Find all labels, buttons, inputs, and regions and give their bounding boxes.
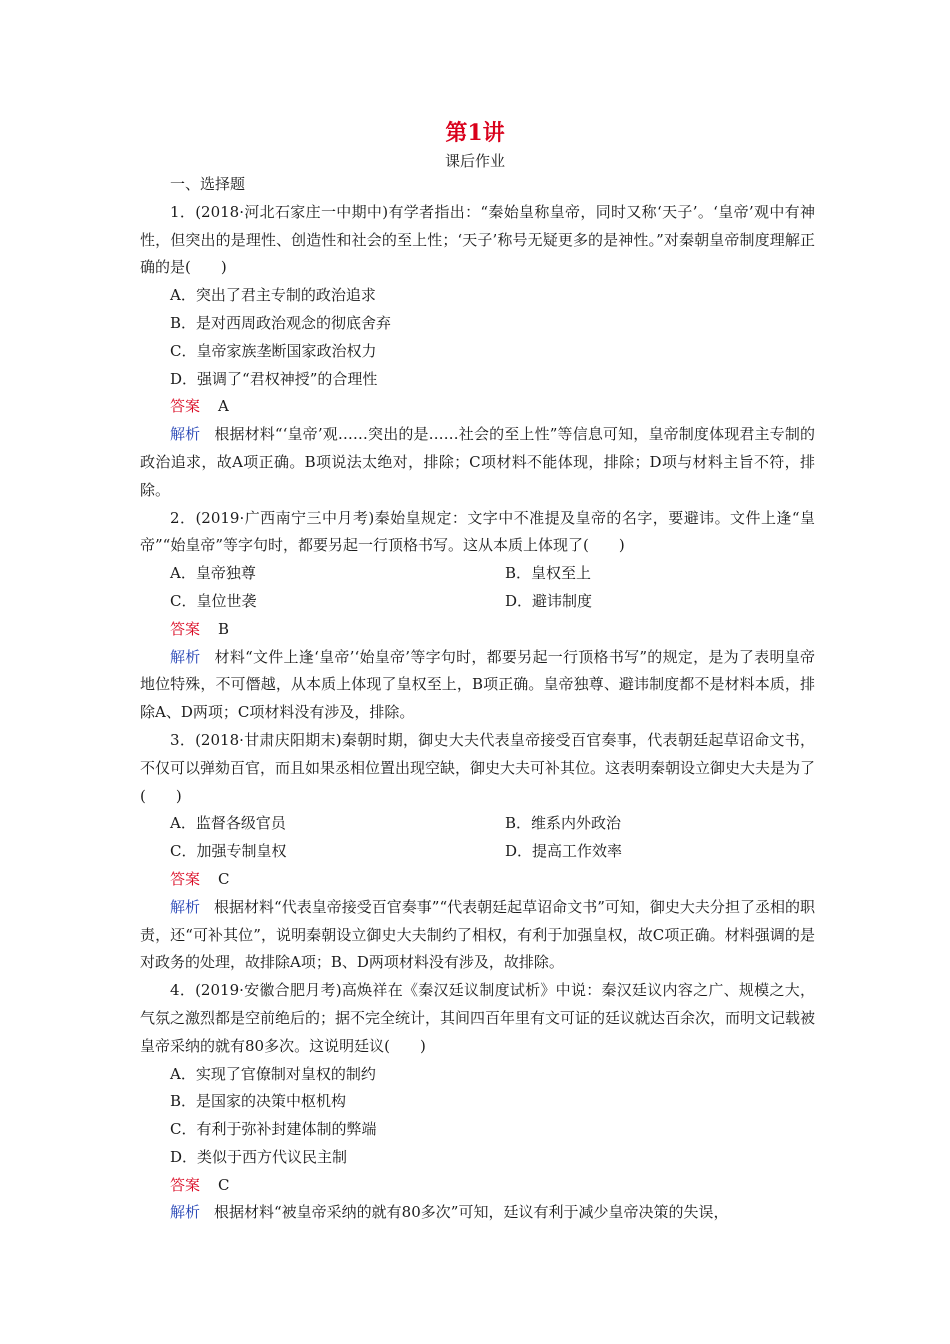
lesson-subtitle: 课后作业 (444, 152, 505, 170)
answer-label: 答案 (170, 869, 201, 888)
explanation-label: 解析 (170, 897, 201, 916)
answer-value: A (218, 397, 229, 416)
explanation (140, 1199, 815, 1227)
answer-line (140, 616, 815, 644)
option: B．皇权至上 (505, 564, 592, 583)
answer-line (140, 866, 815, 894)
option: A．监督各级官员 (170, 814, 286, 833)
answer-line (140, 1172, 815, 1200)
answer-label: 答案 (170, 397, 201, 416)
option: C．有利于弥补封建体制的弊端 (170, 1120, 377, 1139)
option: B．是国家的决策中枢机构 (170, 1092, 347, 1111)
explanation-text: 材料“文件上逢‘皇帝’‘始皇帝’等字句时，都要另起一行顶格书写”的规定，是为了表明皇帝地位特殊，不可僭越，从本质上体现了皇权至上，B项正确。皇帝独尊、避讳制度都不是材料本质，排除A、D两项；C项材料没有涉及，排除。 (140, 647, 815, 722)
option: C．加强专制皇权 (170, 842, 287, 861)
answer-label: 答案 (170, 1175, 201, 1194)
answer-value: B (218, 619, 230, 638)
question-stem: 4．(2019·安徽合肥月考)高焕祥在《秦汉廷议制度试析》中说：秦汉廷议内容之广、规模之大，气氛之激烈都是空前绝后的；据不完全统计，其间四百年里有文可证的廷议就达百余次，而明文记载被皇帝采纳的就有80多次。这说明廷议( ) (140, 981, 816, 1055)
answer-line (140, 393, 815, 421)
explanation (140, 644, 815, 727)
option: A．突出了君主专制的政治追求 (170, 286, 376, 305)
option: C．皇帝家族垄断国家政治权力 (170, 341, 377, 360)
option-row (140, 838, 815, 866)
explanation-text: 根据材料“代表皇帝接受百官奏事”“代表朝廷起草诏命文书”可知，御史大夫分担了丞相的职责，还“可补其位”，说明秦朝设立御史大夫制约了相权，有利于加强皇权，故C项正确。材料强调的是对政务的处理，故排除A项；B、D两项材料没有涉及，故排除。 (140, 897, 815, 972)
option: A．皇帝独尊 (170, 564, 256, 583)
option: B．是对西周政治观念的彻底舍弃 (170, 313, 392, 332)
option: D．避讳制度 (505, 591, 593, 610)
explanation-label: 解析 (170, 1203, 201, 1222)
option-row (140, 810, 815, 838)
option-row (140, 588, 815, 616)
explanation-text: 根据材料“被皇帝采纳的就有80多次”可知，廷议有利于减少皇帝决策的失误， (214, 1203, 729, 1222)
answer-value: C (218, 1175, 230, 1194)
question-stem: 2．(2019·广西南宁三中月考)秦始皇规定：文字中不准提及皇帝的名字，要避讳。文件上逢“皇帝”“始皇帝”等字句时，都要另起一行顶格书写。这从本质上体现了( ) (140, 508, 815, 555)
option: D．强调了“君权神授”的合理性 (170, 369, 378, 388)
option: D．类似于西方代议民主制 (170, 1147, 348, 1166)
option: C．皇位世袭 (170, 591, 257, 610)
explanation-label: 解析 (170, 425, 201, 444)
question-stem: 1．(2018·河北石家庄一中期中)有学者指出：“秦始皇称皇帝，同时又称‘天子’。‘皇帝’观中有神性，但突出的是理性、创造性和社会的至上性；‘天子’称号无疑更多的是神性。”对秦朝皇帝制度理解正确的是( ) (140, 202, 815, 277)
answer-label: 答案 (170, 619, 201, 638)
option: A．实现了官僚制对皇权的制约 (170, 1064, 376, 1083)
question-stem: 3．(2018·甘肃庆阳期末)秦朝时期，御史大夫代表皇帝接受百官奏事，代表朝廷起草诏命文书，不仅可以弹劾百官，而且如果丞相位置出现空缺，御史大夫可补其位。这表明秦朝设立御史大夫是为了( ) (140, 730, 816, 805)
option: D．提高工作效率 (505, 842, 623, 861)
option-row (140, 560, 815, 588)
lesson-title: 第1讲 (445, 120, 505, 146)
explanation (140, 421, 815, 504)
option: B．维系内外政治 (505, 814, 622, 833)
answer-value: C (218, 869, 230, 888)
document-body (140, 171, 815, 1227)
explanation (140, 894, 815, 977)
explanation-text: 根据材料“‘皇帝’观……突出的是……社会的至上性”等信息可知，皇帝制度体现君主专制的政治追求，故A项正确。B项说法太绝对，排除；C项材料不能体现，排除；D项与材料主旨不符，排除。 (140, 425, 815, 499)
section-heading: 一、选择题 (170, 175, 246, 193)
explanation-label: 解析 (170, 647, 201, 666)
